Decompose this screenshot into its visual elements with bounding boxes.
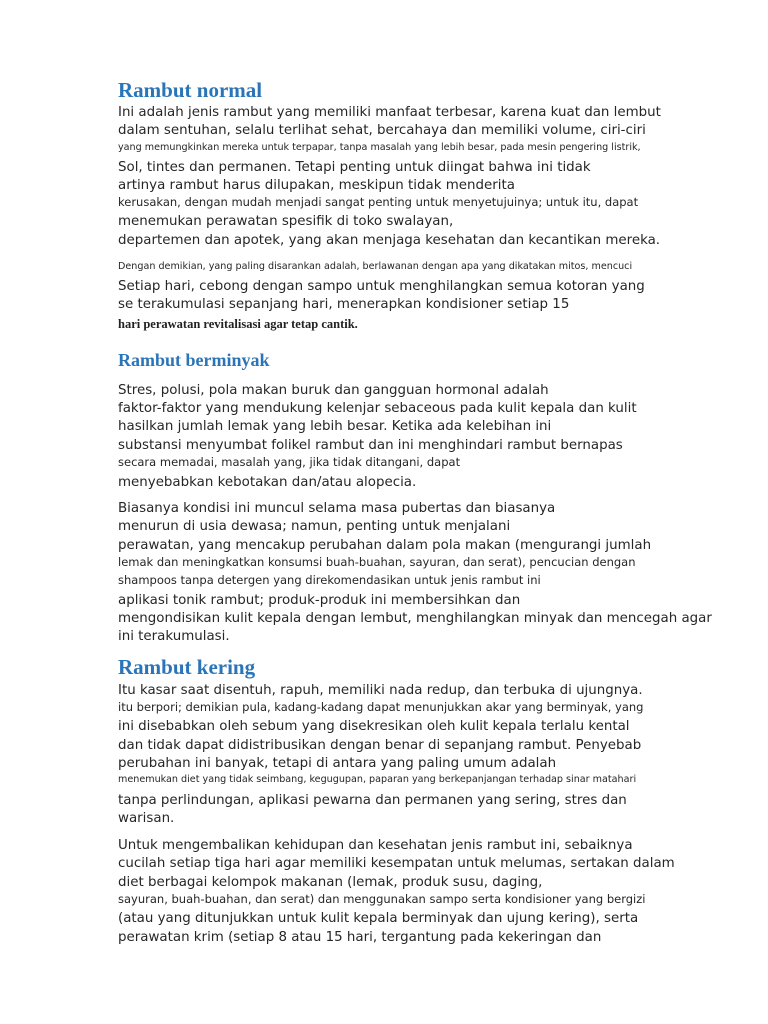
paragraph-line: departemen dan apotek, yang akan menjaga kesehatan dan kecantikan mereka. bbox=[118, 233, 661, 248]
paragraph-line: sayuran, buah-buahan, dan serat) dan menggunakan sampo serta kondisioner yang bergizi bbox=[118, 892, 646, 906]
paragraph-line: Ini adalah jenis rambut yang memiliki manfaat terbesar, karena kuat dan lembut bbox=[118, 105, 661, 120]
paragraph-line: perawatan krim (setiap 8 atau 15 hari, tergantung pada kekeringan dan bbox=[118, 930, 602, 945]
paragraph-line: warisan. bbox=[118, 811, 175, 826]
paragraph-line: substansi menyumbat folikel rambut dan ini menghindari rambut bernapas bbox=[118, 438, 623, 453]
paragraph-line: menemukan diet yang tidak seimbang, kegugupan, paparan yang berkepanjangan terhadap sinar matahari bbox=[118, 774, 637, 785]
paragraph-line: ini terakumulasi. bbox=[118, 629, 230, 644]
paragraph-line: Dengan demikian, yang paling disarankan adalah, berlawanan dengan apa yang dikatakan mitos, mencuci bbox=[118, 261, 633, 272]
paragraph-line: hari perawatan revitalisasi agar tetap cantik. bbox=[118, 317, 358, 331]
paragraph-line: Setiap hari, cebong dengan sampo untuk menghilangkan semua kotoran yang bbox=[118, 279, 645, 294]
paragraph-line: dan tidak dapat didistribusikan dengan benar di sepanjang rambut. Penyebab bbox=[118, 738, 642, 753]
paragraph-line: Biasanya kondisi ini muncul selama masa pubertas dan biasanya bbox=[118, 501, 556, 516]
paragraph-line: cucilah setiap tiga hari agar memiliki kesempatan untuk melumas, sertakan dalam bbox=[118, 856, 675, 871]
paragraph-line: Untuk mengembalikan kehidupan dan kesehatan jenis rambut ini, sebaiknya bbox=[118, 838, 633, 853]
paragraph-line: perawatan, yang mencakup perubahan dalam pola makan (mengurangi jumlah bbox=[118, 538, 652, 553]
paragraph-line: mengondisikan kulit kepala dengan lembut, menghilangkan minyak dan mencegah agar bbox=[118, 611, 712, 626]
paragraph-line: diet berbagai kelompok makanan (lemak, produk susu, daging, bbox=[118, 875, 543, 890]
paragraph-line: se terakumulasi sepanjang hari, menerapkan kondisioner setiap 15 bbox=[118, 297, 570, 312]
paragraph-line: (atau yang ditunjukkan untuk kulit kepala berminyak dan ujung kering), serta bbox=[118, 911, 639, 926]
paragraph-line: Itu kasar saat disentuh, rapuh, memiliki nada redup, dan terbuka di ujungnya. bbox=[118, 683, 643, 698]
paragraph-line: menyebabkan kebotakan dan/atau alopecia. bbox=[118, 475, 417, 490]
paragraph-line: tanpa perlindungan, aplikasi pewarna dan permanen yang sering, stres dan bbox=[118, 793, 627, 808]
paragraph-line: ini disebabkan oleh sebum yang disekresikan oleh kulit kepala terlalu kental bbox=[118, 719, 630, 734]
paragraph-line: lemak dan meningkatkan konsumsi buah-buahan, sayuran, dan serat), pencucian dengan bbox=[118, 555, 636, 569]
paragraph-line: yang memungkinkan mereka untuk terpapar, tanpa masalah yang lebih besar, pada mesin pengering listrik, bbox=[118, 142, 641, 153]
paragraph-line: Sol, tintes dan permanen. Tetapi penting untuk diingat bahwa ini tidak bbox=[118, 160, 591, 175]
paragraph-line: menurun di usia dewasa; namun, penting untuk menjalani bbox=[118, 519, 511, 534]
section-heading-oily: Rambut berminyak bbox=[118, 350, 270, 370]
paragraph-line: faktor-faktor yang mendukung kelenjar sebaceous pada kulit kepala dan kulit bbox=[118, 401, 637, 416]
paragraph-line: secara memadai, masalah yang, jika tidak ditangani, dapat bbox=[118, 455, 461, 469]
paragraph-line: artinya rambut harus dilupakan, meskipun tidak menderita bbox=[118, 178, 515, 193]
paragraph-line: dalam sentuhan, selalu terlihat sehat, bercahaya dan memiliki volume, ciri-ciri bbox=[118, 123, 646, 138]
paragraph-line: aplikasi tonik rambut; produk-produk ini membersihkan dan bbox=[118, 593, 521, 608]
section-heading-dry: Rambut kering bbox=[118, 655, 256, 679]
paragraph-line: perubahan ini banyak, tetapi di antara yang paling umum adalah bbox=[118, 756, 557, 771]
paragraph-line: Stres, polusi, pola makan buruk dan gangguan hormonal adalah bbox=[118, 383, 549, 398]
paragraph-line: menemukan perawatan spesifik di toko swalayan, bbox=[118, 214, 454, 229]
paragraph-line: itu berpori; demikian pula, kadang-kadang dapat menunjukkan akar yang berminyak, yang bbox=[118, 700, 644, 714]
paragraph-line: kerusakan, dengan mudah menjadi sangat penting untuk menyetujuinya; untuk itu, dapat bbox=[118, 195, 639, 209]
paragraph-line: shampoos tanpa detergen yang direkomendasikan untuk jenis rambut ini bbox=[118, 573, 541, 587]
paragraph-line: hasilkan jumlah lemak yang lebih besar. Ketika ada kelebihan ini bbox=[118, 419, 552, 434]
section-heading-normal: Rambut normal bbox=[118, 78, 263, 102]
